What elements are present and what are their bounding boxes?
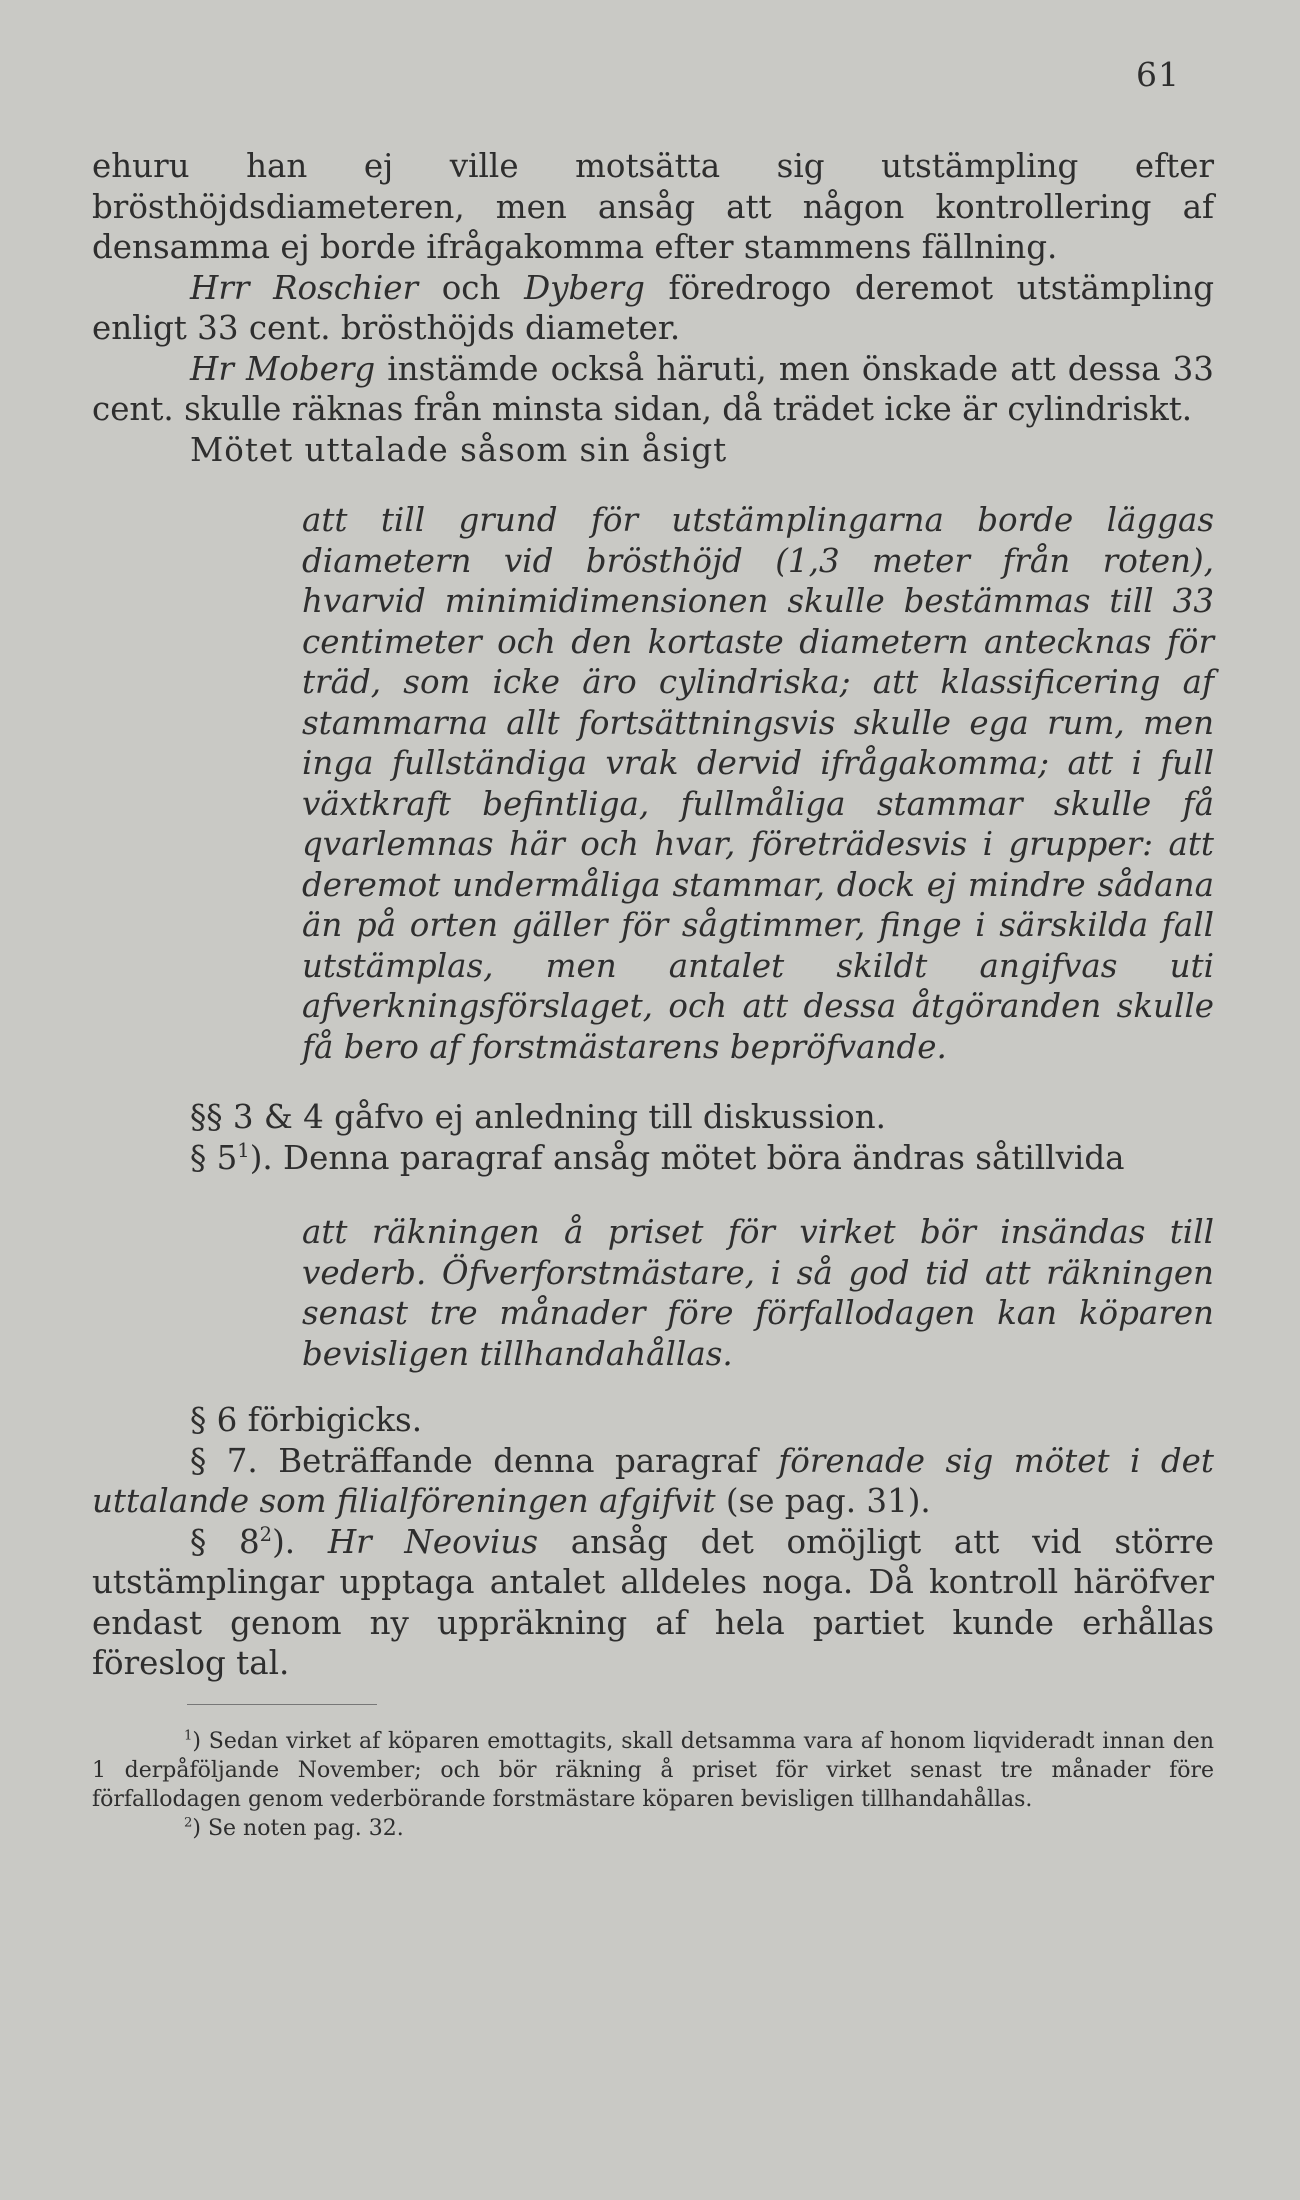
resolution-quote-2: att räkningen å priset för virket bör insändas till vederb. Öfverforstmästare, i så god tid att räkningen senast tre månader före förfallodagen kan köparen bevisligen tillhandahållas. — [302, 1213, 1214, 1373]
footnote-1-text: ) Sedan virket af köparen emottagits, skall detsamma vara af honom liqvideradt innan den 1 derpåföljande November; och bör räkning å priset för virket senast tre månader före förfallodagen genom vederbörande forstmästare köparen bevisligen tillhandahållas. — [92, 1728, 1214, 1812]
paragraph-9 — [92, 1522, 1214, 1684]
speaker-dyberg: Dyberg — [524, 268, 645, 307]
paragraph-9-mid: ). — [272, 1522, 328, 1561]
footnote-divider — [187, 1704, 377, 1705]
speaker-roschier: Hrr Roschier — [190, 268, 419, 307]
paragraph-3-text: instämde också häruti, men önskade att dessa 33 cent. skulle räknas från minsta sidan, då trädet icke är cylindriskt. — [92, 349, 1214, 428]
speaker-moberg: Hr Moberg — [190, 349, 376, 388]
paragraph-8-italic: förenade sig mötet i det uttalande som filialföreningen afgifvit — [92, 1441, 1214, 1520]
paragraph-1: ehuru han ej ville motsätta sig utstämpling efter brösthöjdsdiameteren, men ansåg att någon kontrollering af densamma ej borde ifrågakomma efter stammens fällning. — [92, 147, 1214, 266]
paragraph-8-text: (se pag. 31). — [715, 1482, 931, 1520]
body-text — [92, 146, 1214, 1843]
paragraph-8 — [92, 1441, 1214, 1522]
paragraph-4: Mötet uttalade såsom sin åsigt — [190, 430, 728, 469]
paragraph-2 — [92, 268, 1214, 349]
footnote-1-mark: 1 — [184, 1728, 193, 1744]
footnote-2-text: ) Se noten pag. 32. — [192, 1815, 404, 1841]
page-number: 61 — [1136, 55, 1180, 94]
paragraph-6 — [92, 1138, 1214, 1179]
footnote-ref-1: 1 — [237, 1138, 250, 1162]
footnote-1 — [92, 1727, 1214, 1814]
paragraph-5: §§ 3 & 4 gåfvo ej anledning till diskussion. — [190, 1098, 887, 1136]
paragraph-2-text: föredrogo deremot utstämpling enligt 33 cent. brösthöjds diameter. — [92, 268, 1214, 347]
paragraph-8-lead: § 7. Beträffande denna paragraf — [190, 1441, 779, 1480]
paragraph-9-text: ansåg det omöjligt att vid större utstämplingar upptaga antalet alldeles noga. Då kontroll häröfver endast genom ny uppräkning af hela partiet kunde erhållas föreslog tal. — [92, 1522, 1215, 1682]
paragraph-2-mid: och — [418, 268, 525, 307]
footnote-2-mark: 2 — [184, 1815, 193, 1831]
paragraph-6-text: ). Denna paragraf ansåg mötet böra ändras såtillvida — [249, 1138, 1125, 1177]
section-5-lead: § 5 — [190, 1138, 238, 1177]
paragraph-7: § 6 förbigicks. — [190, 1401, 423, 1439]
speaker-neovius: Hr Neovius — [327, 1522, 539, 1561]
footnote-ref-2: 2 — [259, 1522, 273, 1546]
resolution-quote-1: att till grund för utstämplingarna borde läggas diametern vid brösthöjd (1,3 meter från roten), hvarvid minimidimensionen skulle bestämmas till 33 centimeter och den kortaste diametern antecknas för träd, som icke äro cylindriska; att klassificering af stammarna allt fortsättningsvis skulle ega rum, men inga fullständiga vrak dervid ifrågakomma; att i full växtkraft befintliga, fullmåliga stammar skulle få qvarlemnas här och hvar, företrädesvis i grupper: att deremot undermåliga stammar, dock ej mindre sådana än på orten gäller för sågtimmer, finge i särskilda fall utstämplas, men antalet skildt angifvas uti afverkningsförslaget, och att dessa åtgöranden skulle få bero af forstmästarens bepröfvande. — [302, 501, 1214, 1066]
paragraph-3 — [92, 349, 1214, 430]
section-8-lead: § 8 — [190, 1522, 260, 1561]
footnote-2 — [92, 1814, 1214, 1843]
